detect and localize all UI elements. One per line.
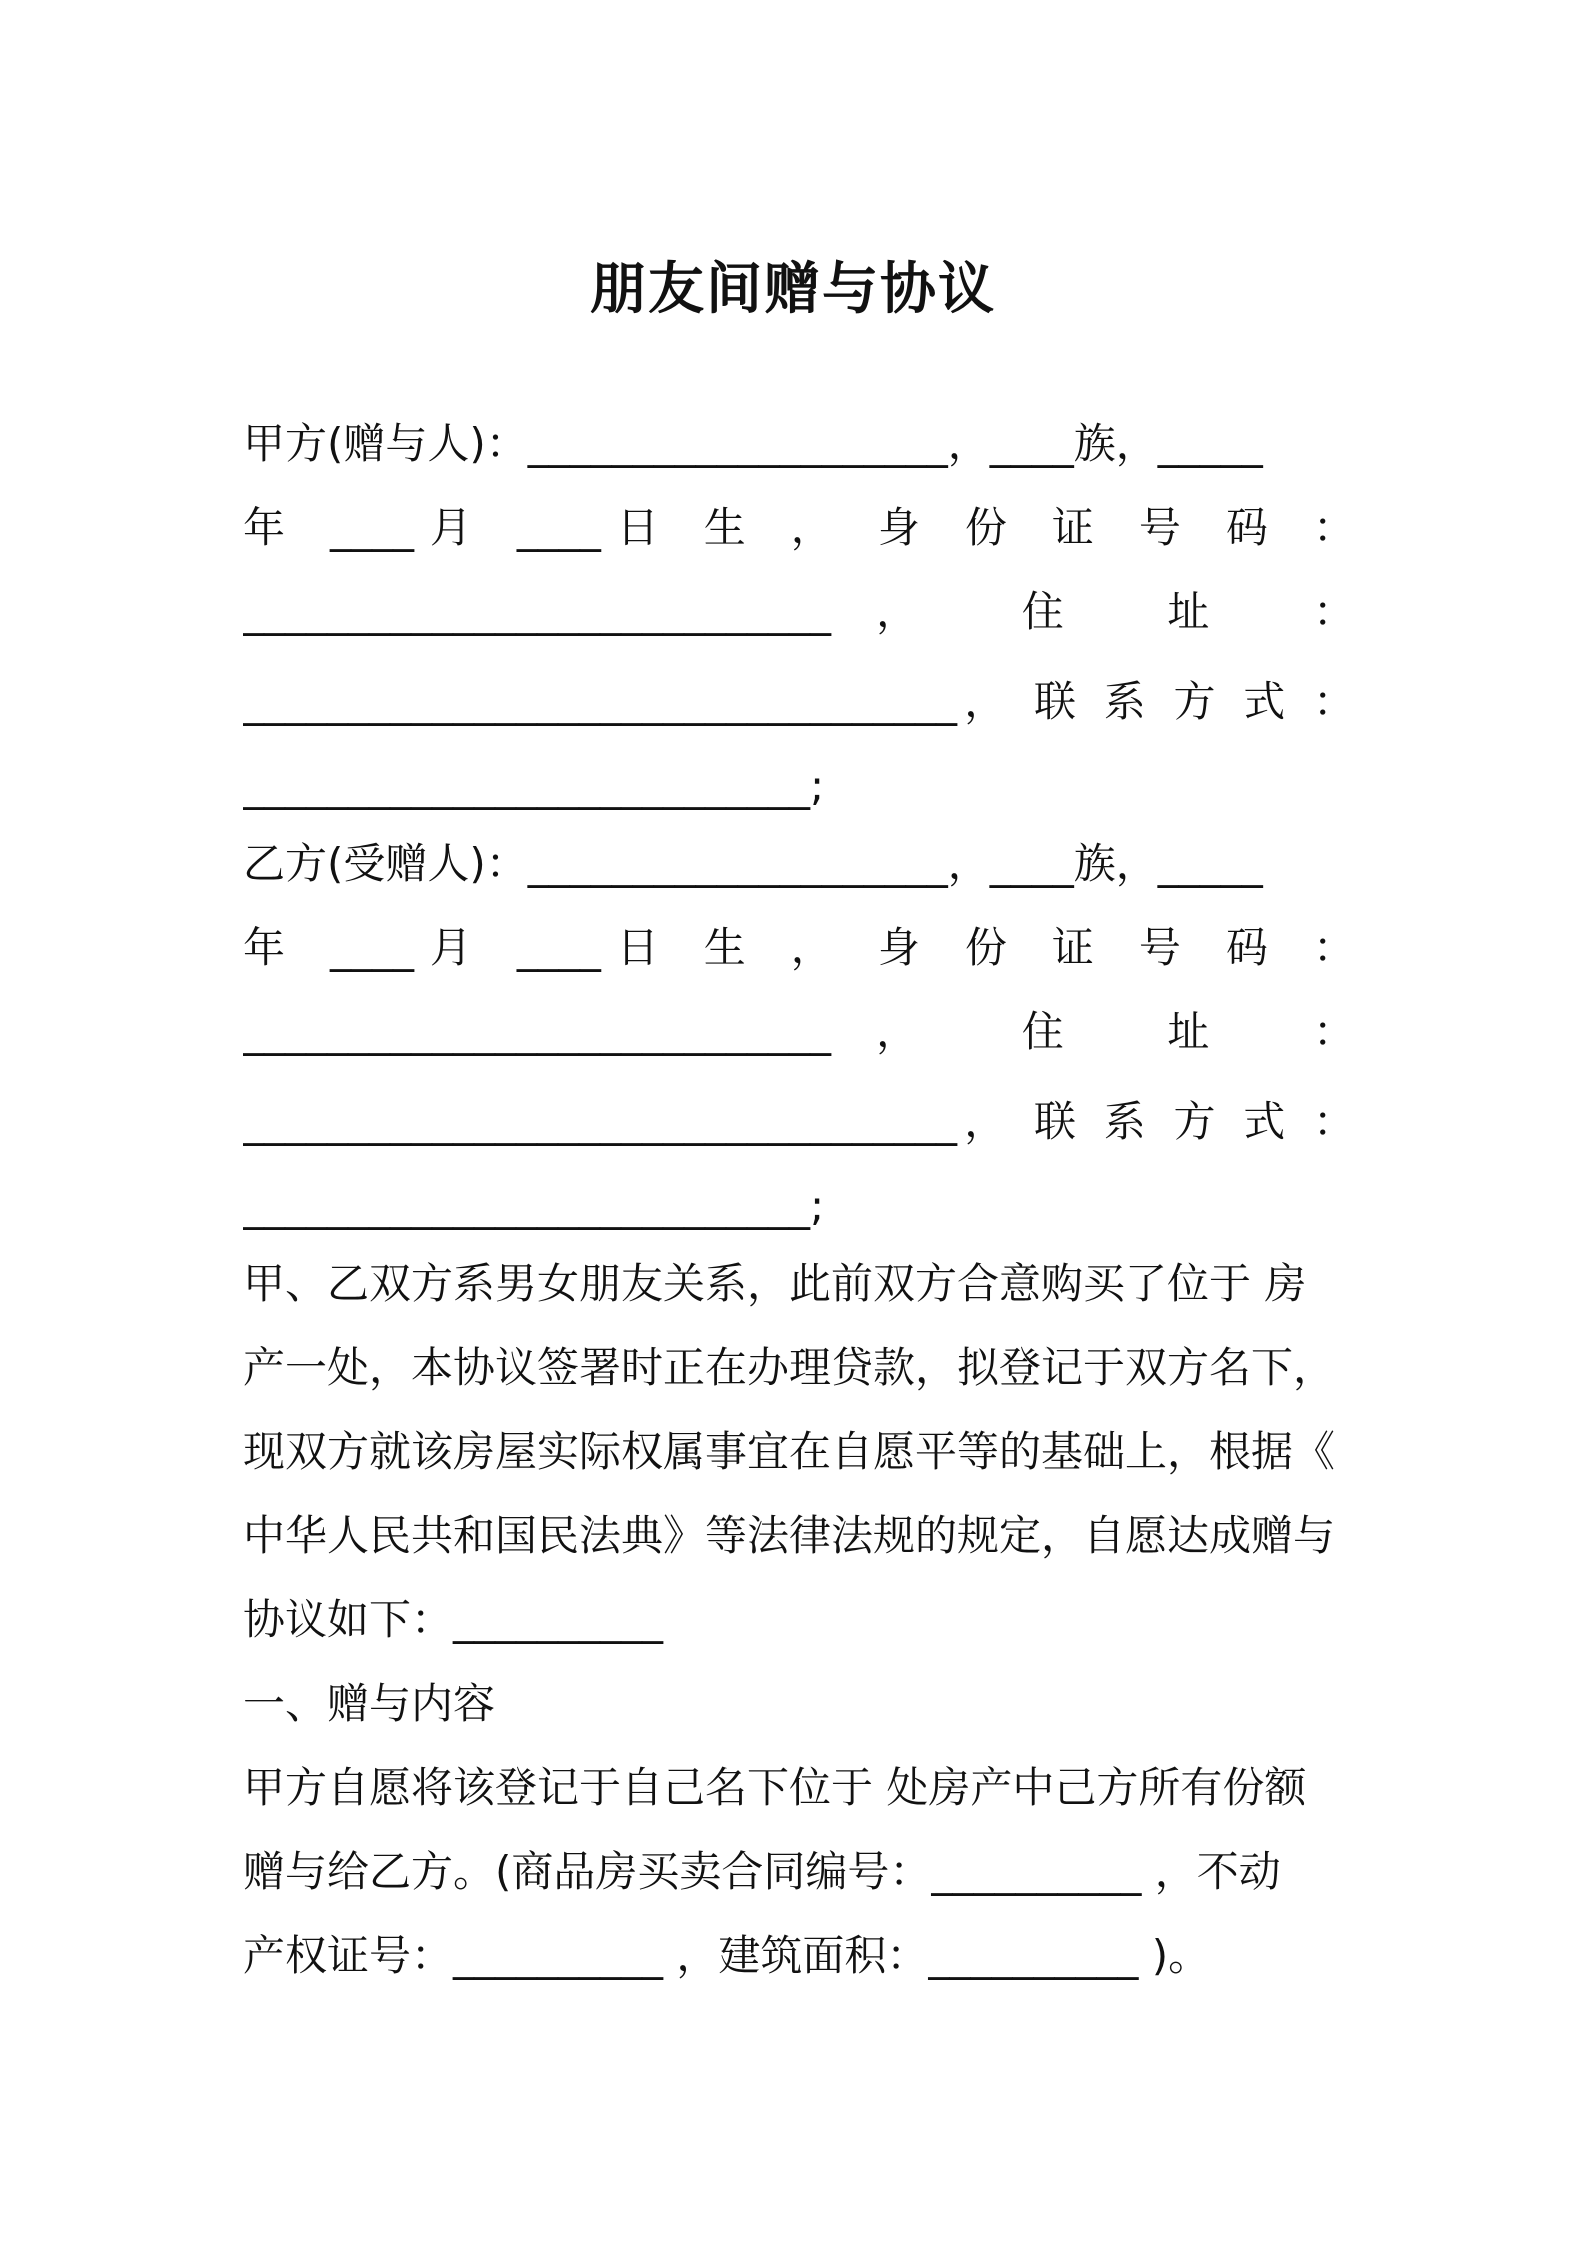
party-a-contact-blank-line: ___________________________;	[243, 761, 825, 810]
party-b-contact-line: __________________________________， 联 系 方 式 ：	[243, 1097, 1355, 1146]
party-a-birth-id-line: 年 ____月 ____日 生 ， 身 份 证 号 码 ：	[243, 503, 1355, 552]
party-a-contact-line: __________________________________， 联 系 方 式 ：	[243, 677, 1355, 726]
gift-clause-line-2: 赠与给乙方。(商品房买卖合同编号：__________ ，不动	[243, 1847, 1281, 1896]
party-a-name-line: 甲方(赠与人)：____________________，____族，_____	[243, 419, 1263, 468]
party-b-contact-blank-line: ___________________________;	[243, 1181, 825, 1230]
party-a-address-line: ____________________________， 住 址 ：	[243, 587, 1355, 636]
recital-line-1: 甲、乙双方系男女朋友关系，此前双方合意购买了位于 房	[243, 1259, 1307, 1308]
party-b-birth-id-line: 年 ____月 ____日 生 ， 身 份 证 号 码 ：	[243, 923, 1355, 972]
gift-clause-line-1: 甲方自愿将该登记于自己名下位于 处房产中己方所有份额	[243, 1763, 1307, 1812]
gift-clause-line-3: 产权证号：__________ ，建筑面积：__________ )。	[243, 1931, 1211, 1980]
recital-line-3: 现双方就该房屋实际权属事宜在自愿平等的基础上，根据《	[243, 1427, 1336, 1476]
party-b-address-line: ____________________________， 住 址 ：	[243, 1007, 1355, 1056]
recital-line-4: 中华人民共和国民法典》等法律法规的规定，自愿达成赠与	[243, 1511, 1336, 1560]
recital-line-5: 协议如下：__________	[243, 1595, 664, 1644]
recital-line-2: 产一处，本协议签署时正在办理贷款，拟登记于双方名下，	[243, 1343, 1336, 1392]
document-title: 朋友间赠与协议	[590, 257, 996, 322]
party-b-name-line: 乙方(受赠人)：____________________，____族，_____	[243, 839, 1263, 888]
section-heading-gift-content: 一、赠与内容	[243, 1679, 496, 1728]
